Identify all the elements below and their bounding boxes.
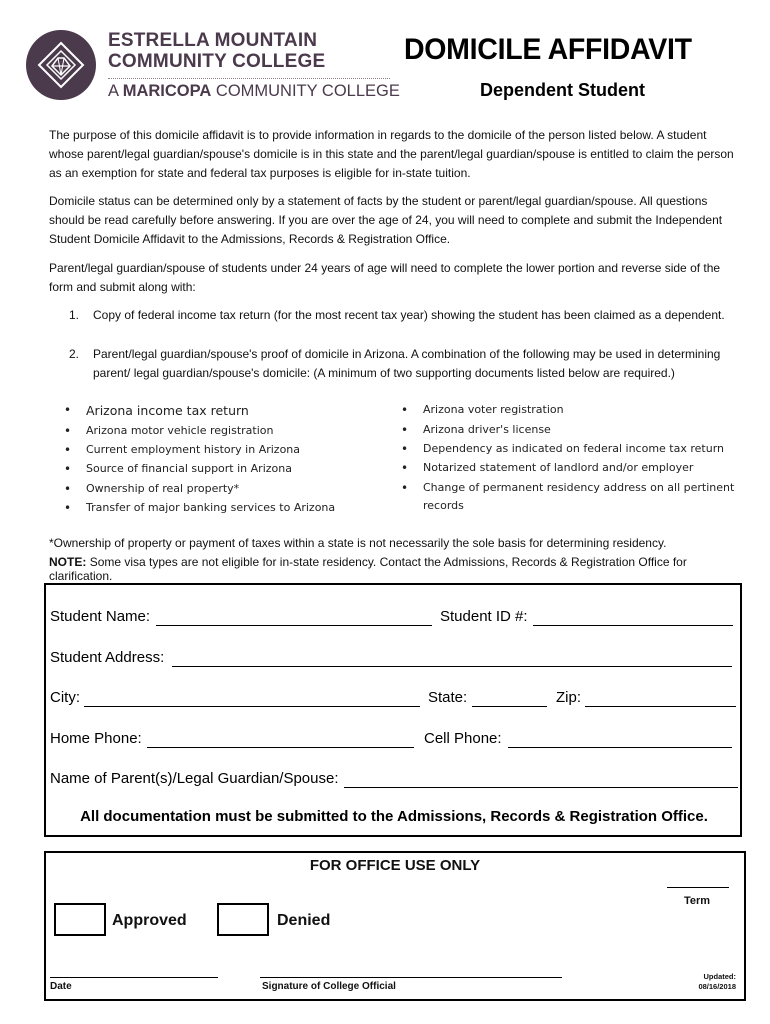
updated-label: Updated: (703, 972, 736, 981)
term-line (667, 887, 729, 888)
cell-phone-field[interactable] (508, 746, 732, 748)
approved-checkbox[interactable] (54, 903, 106, 936)
updated-date: 08/16/2018 (698, 982, 736, 991)
date-field[interactable] (50, 976, 218, 978)
numbered-item (69, 345, 739, 383)
student-address-field[interactable] (172, 665, 732, 667)
cell-phone-label: Cell Phone: (424, 730, 502, 747)
list-item-continuation: records (423, 499, 464, 512)
student-name-label: Student Name: (50, 608, 151, 625)
item-text: Copy of federal income tax return (for the most recent tax year) showing the student has been claimed as a dependent. (93, 308, 725, 322)
note-label: NOTE: (49, 555, 87, 569)
document-subtitle: Dependent Student (480, 80, 645, 100)
numbered-item (69, 306, 739, 325)
city-label: City: (50, 689, 80, 706)
list-item: • Ownership of real property* (86, 482, 239, 495)
home-phone-label: Home Phone: (50, 730, 142, 747)
footnote: *Ownership of property or payment of taxes within a state is not necessarily the sole basis for determining residency. (49, 536, 667, 550)
zip-field[interactable] (585, 705, 736, 707)
list-item: • Arizona income tax return (86, 403, 249, 418)
city-field[interactable] (84, 705, 420, 707)
item-text: Parent/legal guardian/spouse's proof of domicile in Arizona. A combination of the following may be used in determining parent/ legal guardian/spouse's domicile: (A minimum of two supporting documents listed below are required.) (93, 347, 721, 380)
logo-sub-bold: MARICOPA (122, 82, 212, 100)
logo-line-1: ESTRELLA MOUNTAIN (108, 30, 318, 51)
list-item: • Arizona voter registration (423, 403, 564, 416)
list-item: • Change of permanent residency address on all pertinent (423, 481, 734, 494)
student-address-label: Student Address: (50, 649, 165, 666)
signature-label: Signature of College Official (262, 981, 396, 992)
student-name-field[interactable] (156, 624, 432, 626)
signature-field[interactable] (260, 976, 562, 978)
logo-line-2: COMMUNITY COLLEGE (108, 51, 326, 72)
student-id-label: Student ID #: (440, 608, 528, 625)
term-label: Term (684, 895, 711, 907)
logo-sub-suffix: COMMUNITY COLLEGE (215, 82, 400, 100)
office-use-title: FOR OFFICE USE ONLY (309, 857, 481, 874)
mountain-diamond-icon (36, 40, 86, 90)
list-item: • Arizona driver's license (423, 423, 551, 436)
parent-name-field[interactable] (344, 786, 738, 788)
list-item: • Arizona motor vehicle registration (86, 424, 273, 437)
document-title: DOMICILE AFFIDAVIT (404, 33, 692, 66)
list-item: • Dependency as indicated on federal income tax return (423, 442, 724, 455)
item-number: 2. (69, 347, 80, 361)
home-phone-field[interactable] (147, 746, 414, 748)
note-line (49, 555, 749, 583)
zip-label: Zip: (556, 689, 582, 706)
denied-checkbox[interactable] (217, 903, 269, 936)
item-number: 1. (69, 308, 80, 322)
note-text: Some visa types are not eligible for in-state residency. Contact the Admissions, Records & Registration Office for clarification. (49, 555, 687, 583)
state-label: State: (428, 689, 468, 706)
list-item: • Source of financial support in Arizona (86, 462, 292, 475)
intro-paragraph-2: Domicile status can be determined only by a statement of facts by the student or parent/legal guardian/spouse. All questions should be read carefully before answering. If you are over the age of 24, you will need to complete and submit the Independent Student Domicile Affidavit to the Admissions, Records & Registration Office. (49, 194, 723, 246)
state-field[interactable] (472, 705, 547, 707)
parent-name-label: Name of Parent(s)/Legal Guardian/Spouse: (50, 770, 339, 787)
list-item: • Current employment history in Arizona (86, 443, 300, 456)
denied-label: Denied (277, 912, 331, 929)
logo-sub-prefix: A (108, 82, 119, 100)
student-id-field[interactable] (533, 624, 733, 626)
list-item: • Notarized statement of landlord and/or employer (423, 461, 693, 474)
list-item: • Transfer of major banking services to Arizona (86, 501, 335, 514)
intro-paragraph-1: The purpose of this domicile affidavit is to provide information in regards to the domicile of the person listed below. A student whose parent/legal guardian/spouse's domicile is in this state and the parent/legal guardian/spouse is entitled to claim the person as an exemption for state and federal tax purposes is eligible for in-state tuition. (49, 128, 734, 180)
approved-label: Approved (112, 912, 187, 929)
logo-divider (108, 78, 390, 79)
college-logo (26, 30, 96, 100)
updated-stamp (650, 972, 736, 992)
submission-instructions: All documentation must be submitted to the Admissions, Records & Registration Office. (80, 808, 708, 825)
date-label: Date (50, 981, 72, 992)
intro-paragraph-3: Parent/legal guardian/spouse of students under 24 years of age will need to complete the lower portion and reverse side of the form and submit along with: (49, 261, 721, 294)
logo-subtitle (108, 82, 400, 101)
